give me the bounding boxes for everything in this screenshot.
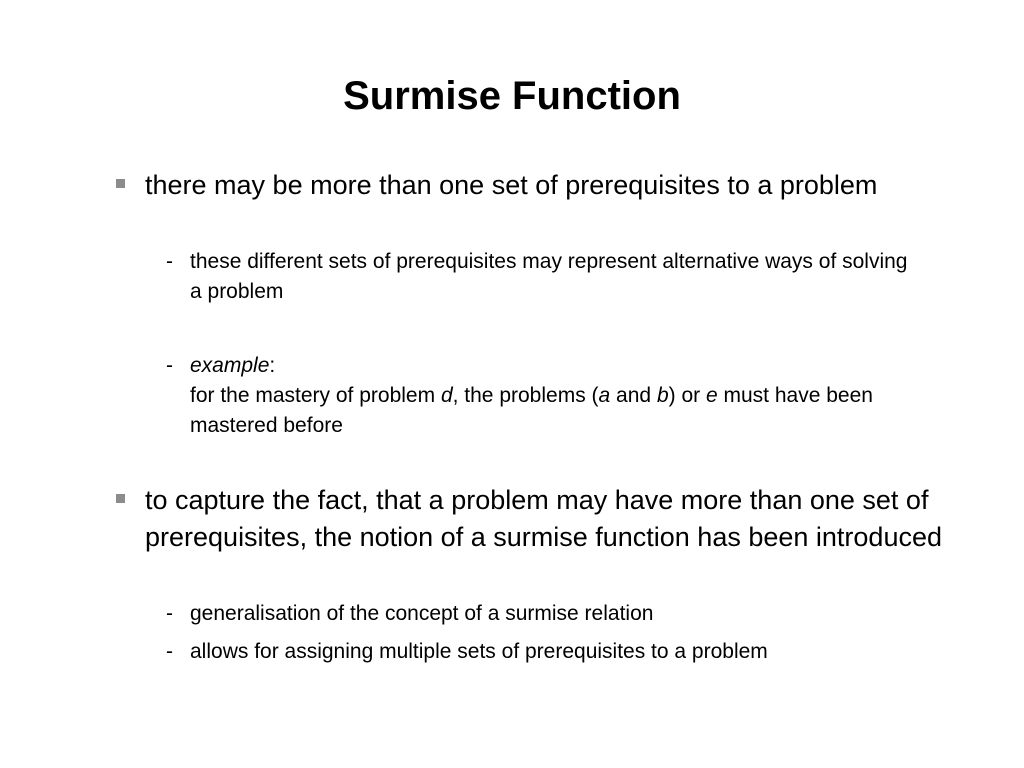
bullet-point-1: there may be more than one set of prerequisites to a problem (145, 170, 878, 200)
slide-title: Surmise Function (343, 74, 681, 118)
dash-marker: - (166, 640, 173, 663)
dash-marker: - (166, 354, 173, 377)
square-bullet-icon (116, 494, 125, 503)
sub-point-2-1: generalisation of the concept of a surmise relation (190, 602, 654, 625)
square-bullet-icon (116, 179, 125, 188)
example-label: example (190, 354, 270, 377)
sub-point-2-2: allows for assigning multiple sets of prerequisites to a problem (190, 640, 768, 663)
bullet-point-2: to capture the fact, that a problem may have more than one set of prerequisites, the notion of a surmise function has been introduced (145, 485, 942, 552)
dash-marker: - (166, 602, 173, 625)
dash-marker: - (166, 250, 173, 273)
sub-point-1-2: example: for the mastery of problem d, the problems (a and b) or e must have been mastered before (190, 354, 873, 437)
sub-point-1-1: these different sets of prerequisites may represent alternative ways of solving a problem (190, 250, 908, 303)
